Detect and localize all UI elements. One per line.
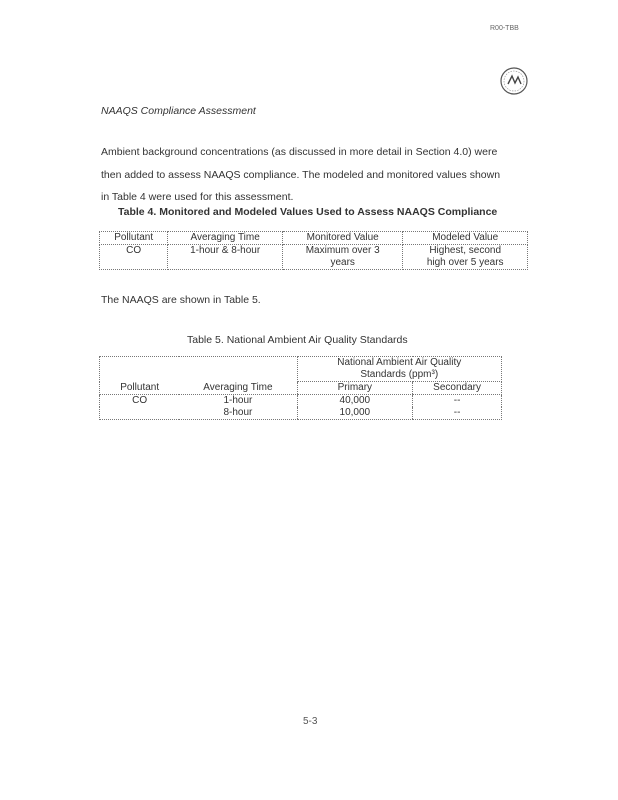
averaging-time-cell: 1-hour & 8-hour — [168, 245, 283, 270]
cell-line: Highest, second — [429, 245, 502, 256]
secondary-cell: -- — [413, 407, 502, 420]
table5-title: Table 5. National Ambient Air Quality Standards — [187, 334, 408, 346]
column-header: Modeled Value — [403, 232, 528, 245]
table-group-header-row — [100, 357, 502, 382]
stamp-seal-icon — [499, 66, 529, 96]
cell-line: Maximum over 3 — [305, 245, 380, 256]
table5 — [99, 356, 502, 420]
section-heading: NAAQS Compliance Assessment — [101, 105, 256, 117]
primary-cell: 40,000 — [297, 395, 413, 408]
column-header: Primary — [297, 382, 413, 395]
cell-line: high over 5 years — [426, 257, 504, 268]
table5-reference-text: The NAAQS are shown in Table 5. — [101, 294, 261, 306]
table-row — [100, 395, 502, 408]
primary-cell: 10,000 — [297, 407, 413, 420]
document-id: R00-TBB — [490, 25, 519, 32]
table-header-row — [100, 232, 528, 245]
group-header — [297, 357, 502, 382]
table-row — [100, 245, 528, 270]
averaging-time-cell: 1-hour — [223, 395, 253, 406]
page-number: 5-3 — [303, 716, 318, 727]
column-header: Monitored Value — [282, 232, 402, 245]
paragraph-line: in Table 4 were used for this assessment. — [101, 191, 294, 203]
pollutant-cell — [100, 407, 180, 420]
column-header: Averaging Time — [179, 382, 297, 395]
table-header-row — [100, 382, 502, 395]
column-header: Pollutant — [100, 232, 168, 245]
paragraph-line: Ambient background concentrations (as discussed in more detail in Section 4.0) were — [101, 146, 498, 158]
body-paragraph — [101, 141, 531, 209]
pollutant-cell: CO — [100, 245, 168, 270]
cell-line: years — [330, 257, 355, 268]
secondary-cell: -- — [413, 395, 502, 408]
group-header-line: Standards (ppm³) — [360, 369, 439, 380]
column-header: Averaging Time — [168, 232, 283, 245]
table4 — [99, 231, 528, 270]
monitored-value-cell — [282, 245, 402, 270]
paragraph-line: then added to assess NAAQS compliance. The modeled and monitored values shown — [101, 168, 501, 181]
pollutant-cell: CO — [100, 395, 180, 408]
table-row — [100, 407, 502, 420]
column-header: Pollutant — [100, 382, 180, 395]
averaging-time-cell: 8-hour — [179, 407, 297, 420]
table4-title: Table 4. Monitored and Modeled Values Used to Assess NAAQS Compliance — [118, 206, 498, 218]
column-header: Secondary — [413, 382, 502, 395]
group-header-line: National Ambient Air Quality — [337, 357, 462, 368]
modeled-value-cell — [403, 245, 528, 270]
